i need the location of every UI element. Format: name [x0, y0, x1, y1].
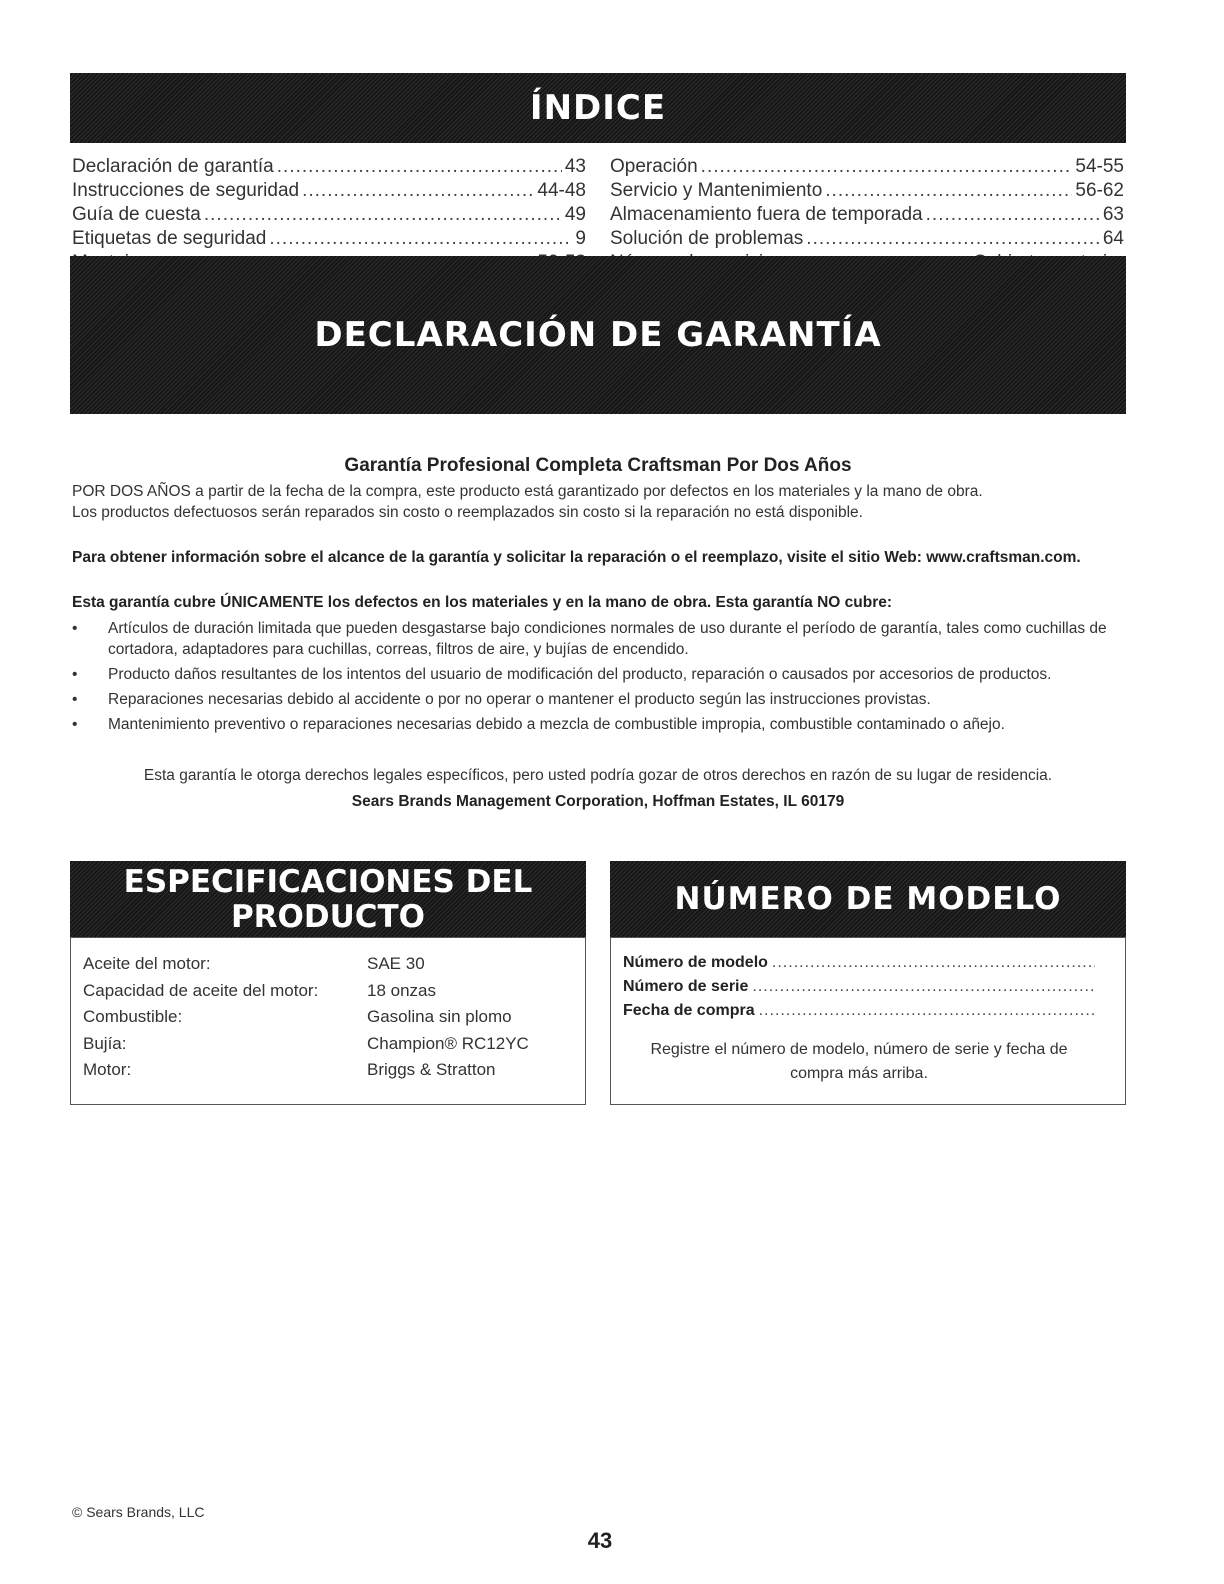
toc-label: Almacenamiento fuera de temporada — [610, 204, 923, 225]
spec-row — [83, 981, 575, 1008]
toc-page: 43 — [564, 156, 586, 177]
spec-label: Bujía: — [83, 1033, 127, 1053]
spec-label: Aceite del motor: — [83, 954, 211, 973]
warranty-line: Los productos defectuosos serán reparados sin costo o reemplazados sin costo si la reparación no está disponible. — [72, 504, 863, 521]
warranty-banner — [70, 256, 1126, 414]
toc-page: 54-55 — [1075, 156, 1124, 177]
specs-banner-line: ESPECIFICACIONES DEL — [123, 864, 533, 900]
warranty-paragraph — [72, 481, 1132, 523]
spec-value: Gasolina sin plomo — [367, 1007, 512, 1026]
spec-value: SAE 30 — [367, 954, 425, 973]
toc-page: 56-62 — [1075, 180, 1124, 201]
specs-banner — [70, 861, 586, 937]
toc-leader — [701, 156, 1073, 178]
toc-label: Servicio y Mantenimiento — [610, 180, 823, 201]
spec-row — [83, 1034, 575, 1061]
model-field — [623, 1002, 1095, 1026]
list-item: • Producto daños resultantes de los intentos del usuario de modificación del producto, reparación o causados por accesorios de productos. — [72, 664, 1132, 685]
toc-label: Solución de problemas — [610, 228, 804, 249]
toc-entry — [72, 204, 586, 228]
toc-label: Etiquetas de seguridad — [72, 228, 267, 249]
model-field-label: Número de serie — [623, 978, 749, 995]
spec-label: Capacidad de aceite del motor: — [83, 980, 319, 1000]
index-title: ÍNDICE — [529, 88, 667, 128]
toc-entry — [610, 204, 1124, 228]
toc-leader — [825, 180, 1072, 202]
coverage-heading: Esta garantía cubre ÚNICAMENTE los defectos en los materiales y en la mano de obra. Esta garantía NO cubre: — [72, 594, 893, 611]
warranty-title: Garantía Profesional Completa Craftsman Por Dos Años — [344, 455, 852, 476]
model-field-leader — [772, 954, 1095, 972]
toc-label: Operación — [610, 156, 698, 177]
rights-note: Esta garantía le otorga derechos legales específicos, pero usted podría gozar de otros derechos en razón de su lugar de residencia. — [143, 767, 1053, 784]
toc-entry — [610, 228, 1124, 252]
toc-entry — [72, 156, 586, 180]
toc-page: 9 — [575, 228, 586, 249]
model-box — [610, 937, 1126, 1105]
index-banner — [70, 73, 1126, 143]
toc-leader — [926, 204, 1100, 226]
spec-label: Motor: — [83, 1060, 132, 1079]
list-item: • Mantenimiento preventivo o reparaciones necesarias debido a mezcla de combustible impropia, combustible contaminado o añejo. — [72, 714, 1132, 735]
spec-row — [83, 954, 575, 981]
model-field-label: Fecha de compra — [623, 1002, 755, 1019]
toc-entry — [72, 180, 586, 204]
spec-value: Champion® RC12YC — [367, 1033, 529, 1053]
spec-value: 18 onzas — [367, 980, 436, 1000]
toc-label: Declaración de garantía — [72, 156, 274, 177]
toc-page: 49 — [564, 204, 586, 225]
toc-page: 44-48 — [537, 180, 586, 201]
exclusions-list — [72, 618, 1132, 739]
warranty-line: POR DOS AÑOS a partir de la fecha de la compra, este producto está garantizado por defectos en los materiales y la mano de obra. — [72, 483, 983, 500]
spec-row — [83, 1007, 575, 1034]
toc-leader — [204, 204, 562, 226]
toc-entry — [72, 228, 586, 252]
toc-page: 63 — [1102, 204, 1124, 225]
toc-page: 64 — [1102, 228, 1124, 249]
model-field — [623, 978, 1095, 1002]
warranty-web-note: Para obtener información sobre el alcance de la garantía y solicitar la reparación o el reemplazo, visite el sitio Web: www.craftsman.com. — [72, 549, 1081, 566]
model-note: Registre el número de modelo, número de serie y fecha de compra más arriba. — [650, 1041, 1068, 1082]
toc-leader — [302, 180, 534, 202]
company-address: Sears Brands Management Corporation, Hoffman Estates, IL 60179 — [351, 793, 845, 810]
toc-leader — [806, 228, 1100, 250]
model-field-leader — [752, 978, 1095, 996]
model-field-label: Número de modelo — [623, 954, 768, 971]
spec-row — [83, 1060, 575, 1087]
warranty-banner-title: DECLARACIÓN DE GARANTÍA — [314, 315, 882, 355]
specs-box — [70, 937, 586, 1105]
specs-banner-line: PRODUCTO — [230, 899, 426, 935]
toc-label: Guía de cuesta — [72, 204, 201, 225]
model-field — [623, 954, 1095, 978]
model-field-leader — [759, 1002, 1095, 1020]
list-item: • Reparaciones necesarias debido al accidente o por no operar o mantener el producto según las instrucciones provistas. — [72, 689, 1132, 710]
toc-label: Instrucciones de seguridad — [72, 180, 300, 201]
spec-label: Combustible: — [83, 1007, 183, 1026]
copyright: © Sears Brands, LLC — [72, 1504, 205, 1520]
list-item: • Artículos de duración limitada que pueden desgastarse bajo condiciones normales de uso durante el período de garantía, tales como cuchillas de cortadora, adaptadores para cuchillas, correas, filtros de aire, y bujías de encendido. — [72, 618, 1132, 660]
toc-leader — [277, 156, 562, 178]
page-number: 43 — [587, 1528, 613, 1553]
model-banner — [610, 861, 1126, 937]
toc-entry — [610, 180, 1124, 204]
toc-entry — [610, 156, 1124, 180]
toc-leader — [269, 228, 572, 250]
spec-value: Briggs & Stratton — [367, 1060, 496, 1079]
model-banner-title: NÚMERO DE MODELO — [674, 881, 1062, 917]
